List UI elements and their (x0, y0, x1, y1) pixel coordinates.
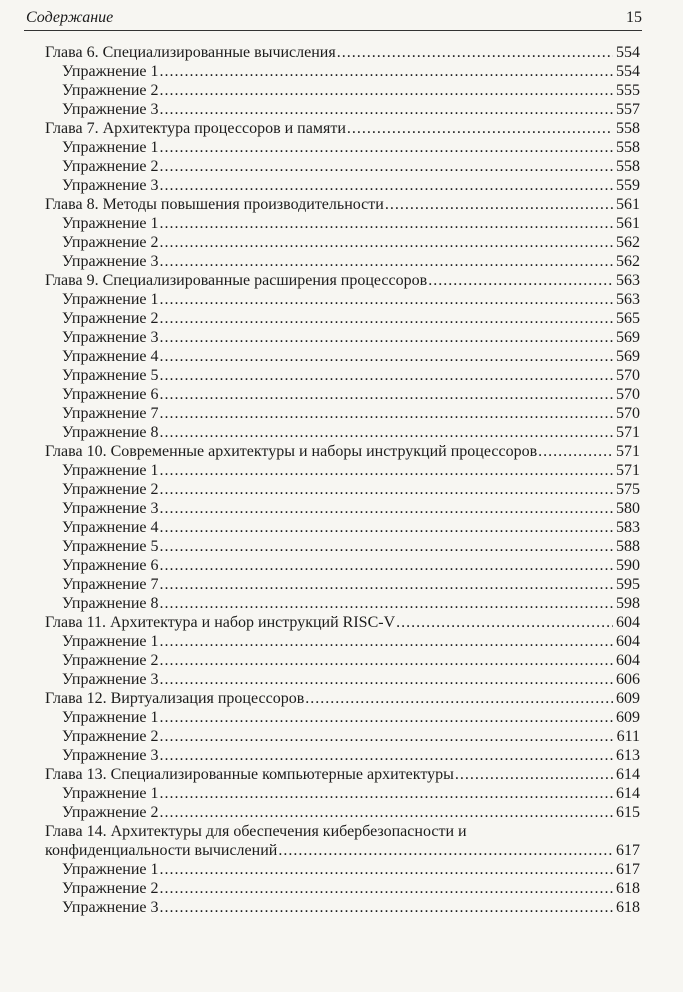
toc-leader-dots (160, 62, 613, 81)
toc-leader-dots (160, 176, 613, 195)
toc-entry-label: Упражнение 1 (62, 215, 159, 232)
toc-chapter-entry[interactable] (45, 195, 640, 214)
toc-entry-label: Упражнение 1 (62, 861, 159, 878)
toc-entry-label: Упражнение 3 (62, 177, 159, 194)
toc-entry-page: 554 (616, 44, 640, 61)
page-header (24, 6, 642, 31)
toc-exercise-entry[interactable] (45, 252, 640, 271)
toc-entry-label: Упражнение 1 (62, 709, 159, 726)
toc-entry-page: 561 (616, 215, 640, 232)
toc-exercise-entry[interactable] (45, 366, 640, 385)
toc-entry-page: 617 (616, 861, 640, 878)
toc-entry-page: 570 (616, 405, 640, 422)
toc-entry-label: Упражнение 3 (62, 671, 159, 688)
toc-leader-dots (160, 309, 613, 328)
toc-entry-page: 611 (616, 728, 640, 745)
toc-exercise-entry[interactable] (45, 670, 640, 689)
toc-exercise-entry[interactable] (45, 233, 640, 252)
toc-exercise-entry[interactable] (45, 423, 640, 442)
toc-entry-page: 561 (616, 196, 640, 213)
toc-leader-dots (160, 499, 613, 518)
toc-entry-label: Глава 9. Специализированные расширения процессоров (45, 272, 428, 289)
toc-entry-page: 558 (616, 139, 640, 156)
toc-entry-page: 604 (616, 652, 640, 669)
toc-entry-label: Упражнение 1 (62, 63, 159, 80)
toc-entry-label: Упражнение 5 (62, 367, 159, 384)
toc-leader-dots (455, 765, 613, 784)
toc-leader-dots (160, 404, 613, 423)
toc-entry-label: Упражнение 4 (62, 348, 159, 365)
toc-leader-dots (160, 670, 613, 689)
toc-entry-page: 598 (616, 595, 640, 612)
toc-entry-page: 606 (616, 671, 640, 688)
toc-exercise-entry[interactable] (45, 328, 640, 347)
toc-entry-page: 604 (616, 633, 640, 650)
toc-leader-dots (160, 290, 613, 309)
toc-leader-dots (160, 784, 613, 803)
toc-exercise-entry[interactable] (45, 480, 640, 499)
toc-exercise-entry[interactable] (45, 461, 640, 480)
toc-exercise-entry[interactable] (45, 214, 640, 233)
toc-leader-dots (160, 81, 613, 100)
toc-entry-label: Глава 6. Специализированные вычисления (45, 44, 336, 61)
toc-leader-dots (160, 632, 613, 651)
toc-exercise-entry[interactable] (45, 385, 640, 404)
toc-leader-dots (160, 385, 613, 404)
toc-leader-dots (160, 214, 613, 233)
toc-entry-page: 559 (616, 177, 640, 194)
toc-entry-label: Упражнение 2 (62, 481, 159, 498)
toc-exercise-entry[interactable] (45, 290, 640, 309)
toc-entry-label: Упражнение 3 (62, 101, 159, 118)
table-of-contents (45, 43, 640, 917)
toc-leader-dots (160, 746, 613, 765)
toc-entry-page: 562 (616, 234, 640, 251)
toc-entry-label: Упражнение 2 (62, 880, 159, 897)
toc-entry-label: Упражнение 2 (62, 158, 159, 175)
toc-leader-dots (160, 708, 613, 727)
toc-chapter-title-line: Глава 14. Архитектуры для обеспечения кибербезопасности и (45, 823, 467, 840)
toc-entry-label: Глава 8. Методы повышения производительности (45, 196, 384, 213)
toc-entry-page: 583 (616, 519, 640, 536)
toc-entry-page: 557 (616, 101, 640, 118)
toc-entry-page: 609 (616, 709, 640, 726)
toc-exercise-entry[interactable] (45, 556, 640, 575)
toc-entry-page: 562 (616, 253, 640, 270)
toc-entry-page: 614 (616, 785, 640, 802)
toc-entry-label: Упражнение 7 (62, 405, 159, 422)
toc-leader-dots (278, 841, 613, 860)
toc-entry-page: 555 (616, 82, 640, 99)
toc-leader-dots (385, 195, 613, 214)
toc-exercise-entry[interactable] (45, 309, 640, 328)
toc-leader-dots (160, 328, 613, 347)
toc-entry-page: 569 (616, 348, 640, 365)
toc-entry-page: 618 (616, 880, 640, 897)
toc-exercise-entry[interactable] (45, 651, 640, 670)
toc-chapter-entry[interactable] (45, 841, 640, 860)
toc-leader-dots (160, 233, 613, 252)
toc-entry-label: Глава 11. Архитектура и набор инструкций RISC-V (45, 614, 396, 631)
toc-entry-label: Упражнение 6 (62, 386, 159, 403)
toc-exercise-entry[interactable] (45, 518, 640, 537)
toc-entry-label: Упражнение 1 (62, 785, 159, 802)
toc-entry-label: Упражнение 5 (62, 538, 159, 555)
toc-entry-page: 575 (616, 481, 640, 498)
toc-exercise-entry[interactable] (45, 404, 640, 423)
toc-entry-page: 571 (616, 424, 640, 441)
toc-entry-page: 590 (616, 557, 640, 574)
toc-leader-dots (160, 138, 613, 157)
toc-entry-page: 588 (616, 538, 640, 555)
toc-entry-page: 580 (616, 500, 640, 517)
toc-exercise-entry[interactable] (45, 81, 640, 100)
toc-entry-label: Упражнение 4 (62, 519, 159, 536)
toc-entry-label: Упражнение 8 (62, 424, 159, 441)
toc-leader-dots (160, 461, 613, 480)
toc-entry-label: конфиденциальности вычислений (45, 842, 278, 859)
toc-leader-dots (396, 613, 613, 632)
toc-entry-page: 558 (616, 158, 640, 175)
toc-leader-dots (160, 727, 613, 746)
toc-exercise-entry[interactable] (45, 594, 640, 613)
toc-exercise-entry[interactable] (45, 879, 640, 898)
toc-leader-dots (160, 480, 613, 499)
page-number: 15 (626, 9, 642, 26)
toc-leader-dots (160, 575, 613, 594)
toc-exercise-entry[interactable] (45, 176, 640, 195)
toc-exercise-entry[interactable] (45, 537, 640, 556)
toc-exercise-entry[interactable] (45, 347, 640, 366)
toc-entry-label: Глава 12. Виртуализация процессоров (45, 690, 305, 707)
toc-entry-page: 565 (616, 310, 640, 327)
toc-entry-label: Глава 13. Специализированные компьютерные архитектуры (45, 766, 454, 783)
toc-entry-label: Упражнение 3 (62, 500, 159, 517)
running-title: Содержание (26, 9, 114, 26)
toc-leader-dots (160, 594, 613, 613)
toc-entry-label: Упражнение 6 (62, 557, 159, 574)
toc-entry-label: Упражнение 2 (62, 728, 159, 745)
toc-entry-label: Глава 7. Архитектура процессоров и памяти (45, 120, 346, 137)
toc-exercise-entry[interactable] (45, 708, 640, 727)
toc-entry-page: 615 (616, 804, 640, 821)
toc-leader-dots (160, 651, 613, 670)
toc-entry-label: Упражнение 3 (62, 899, 159, 916)
toc-chapter-entry[interactable] (45, 43, 640, 62)
toc-chapter-entry[interactable] (45, 442, 640, 461)
toc-exercise-entry[interactable] (45, 138, 640, 157)
toc-chapter-entry[interactable] (45, 765, 640, 784)
toc-exercise-entry[interactable] (45, 499, 640, 518)
toc-exercise-entry[interactable] (45, 62, 640, 81)
toc-entry-page: 554 (616, 63, 640, 80)
toc-entry-label: Упражнение 3 (62, 253, 159, 270)
toc-entry-label: Упражнение 7 (62, 576, 159, 593)
toc-leader-dots (160, 347, 613, 366)
toc-exercise-entry[interactable] (45, 860, 640, 879)
toc-exercise-entry[interactable] (45, 803, 640, 822)
toc-chapter-entry[interactable] (45, 271, 640, 290)
toc-entry-page: 617 (616, 842, 640, 859)
toc-leader-dots (160, 898, 613, 917)
toc-leader-dots (428, 271, 613, 290)
toc-exercise-entry[interactable] (45, 157, 640, 176)
toc-leader-dots (337, 43, 613, 62)
toc-entry-page: 618 (616, 899, 640, 916)
toc-entry-page: 569 (616, 329, 640, 346)
toc-entry-label: Упражнение 1 (62, 462, 159, 479)
toc-entry-label: Упражнение 3 (62, 329, 159, 346)
toc-leader-dots (160, 860, 613, 879)
toc-leader-dots (160, 157, 613, 176)
toc-leader-dots (538, 442, 613, 461)
toc-entry-label: Упражнение 8 (62, 595, 159, 612)
toc-entry-page: 595 (616, 576, 640, 593)
toc-entry-label: Упражнение 1 (62, 139, 159, 156)
toc-exercise-entry[interactable] (45, 727, 640, 746)
toc-entry-page: 558 (616, 120, 640, 137)
toc-exercise-entry[interactable] (45, 898, 640, 917)
toc-leader-dots (305, 689, 613, 708)
toc-chapter-entry[interactable] (45, 689, 640, 708)
toc-entry-label: Глава 10. Современные архитектуры и наборы инструкций процессоров (45, 443, 538, 460)
toc-entry-page: 563 (616, 272, 640, 289)
toc-entry-label: Упражнение 2 (62, 804, 159, 821)
toc-leader-dots (160, 100, 613, 119)
toc-entry-page: 614 (616, 766, 640, 783)
toc-entry-page: 570 (616, 386, 640, 403)
toc-exercise-entry[interactable] (45, 746, 640, 765)
toc-leader-dots (160, 423, 613, 442)
toc-entry-page: 604 (616, 614, 640, 631)
toc-exercise-entry[interactable] (45, 632, 640, 651)
toc-leader-dots (160, 366, 613, 385)
toc-leader-dots (160, 556, 613, 575)
toc-exercise-entry[interactable] (45, 784, 640, 803)
toc-entry-page: 571 (616, 443, 640, 460)
toc-leader-dots (160, 518, 613, 537)
toc-entry-page: 613 (616, 747, 640, 764)
toc-leader-dots (160, 879, 613, 898)
toc-entry-label: Упражнение 2 (62, 652, 159, 669)
toc-entry-page: 571 (616, 462, 640, 479)
toc-leader-dots (160, 537, 613, 556)
toc-entry-label: Упражнение 2 (62, 82, 159, 99)
toc-entry-page: 609 (616, 690, 640, 707)
toc-entry-label: Упражнение 2 (62, 310, 159, 327)
toc-chapter-entry[interactable] (45, 119, 640, 138)
toc-entry-label: Упражнение 1 (62, 291, 159, 308)
toc-leader-dots (347, 119, 613, 138)
toc-chapter-entry[interactable] (45, 613, 640, 632)
toc-exercise-entry[interactable] (45, 575, 640, 594)
toc-entry-label: Упражнение 3 (62, 747, 159, 764)
toc-exercise-entry[interactable] (45, 100, 640, 119)
toc-leader-dots (160, 803, 613, 822)
toc-entry-page: 570 (616, 367, 640, 384)
toc-entry-label: Упражнение 2 (62, 234, 159, 251)
toc-leader-dots (160, 252, 613, 271)
toc-entry-label: Упражнение 1 (62, 633, 159, 650)
toc-entry-page: 563 (616, 291, 640, 308)
